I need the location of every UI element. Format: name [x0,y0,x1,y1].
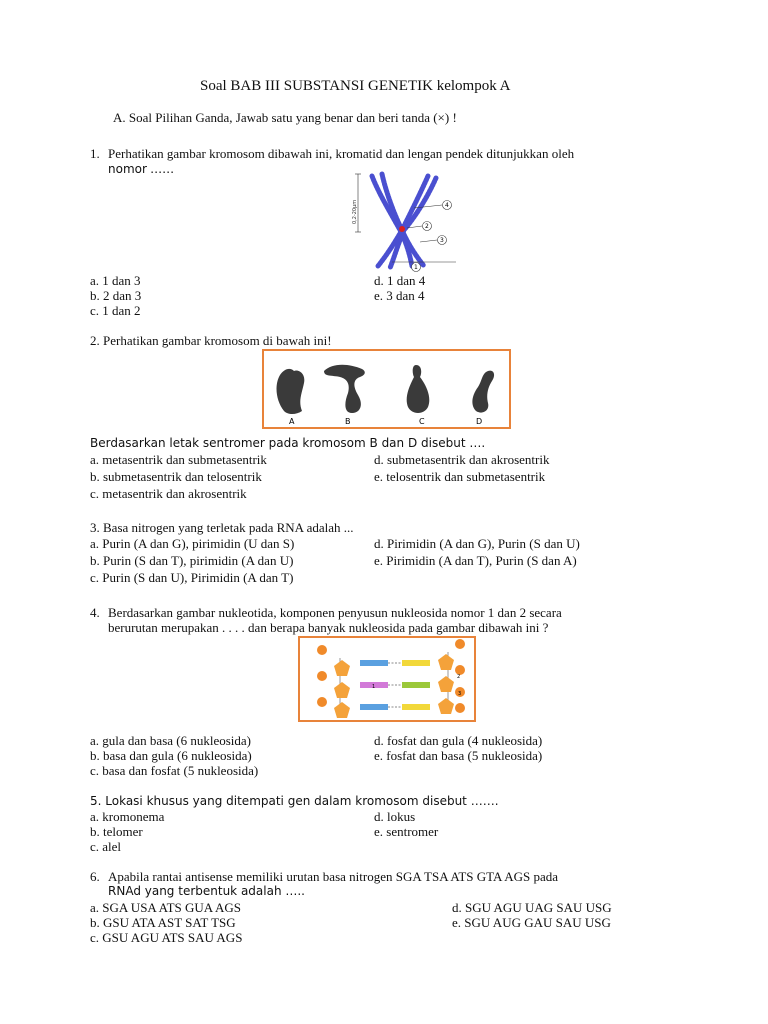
q6-line1: Apabila rantai antisense memiliki urutan basa nitrogen SGA TSA ATS GTA AGS pada [108,869,559,884]
q1-nomor: nomor [108,162,147,176]
q6-option-a: a. SGA USA ATS GUA AGS [90,900,241,915]
q3-option-a: a. Purin (A dan G), pirimidin (U dan S) [90,536,295,551]
q2-option-e: e. telosentrik dan submetasentrik [374,469,546,484]
q2-line2: Berdasarkan letak sentromer pada kromosom B dan D disebut …. [90,436,486,450]
q6-number: 6. [90,869,100,884]
q1-dots: …… [150,162,175,176]
label-4: 4 [445,202,449,209]
q4-option-e: e. fosfat dan basa (5 nukleosida) [374,748,543,763]
q4-line2: berurutan merupakan . . . . dan berapa banyak nukleosida pada gambar dibawah ini ? [108,620,549,635]
q1-line2 [108,161,174,177]
q3-option-e: e. Pirimidin (A dan T), Purin (S dan A) [374,553,577,568]
q6-line2: RNAd yang terbentuk adalah ….. [108,884,305,898]
q3-line1: 3. Basa nitrogen yang terletak pada RNA adalah ... [90,520,354,535]
label-3: 3 [440,237,444,244]
label-b: B [345,417,351,426]
q6-option-d: d. SGU AGU UAG SAU USG [452,900,612,915]
centromere-marker [399,226,405,232]
q1-option-e: e. 3 dan 4 [374,288,425,303]
q3-option-b: b. Purin (S dan T), pirimidin (A dan U) [90,553,294,568]
q6-option-c: c. GSU AGU ATS SAU AGS [90,930,243,945]
label-3: 3 [458,691,462,697]
q5-option-a: a. kromonema [90,809,165,824]
q1-option-a: a. 1 dan 3 [90,273,141,288]
scale-label: 0,2-20μm [352,199,358,224]
q1-option-b: b. 2 dan 3 [90,288,142,303]
label-d: D [476,417,483,426]
q1-option-d: d. 1 dan 4 [374,273,426,288]
label-c: C [419,417,425,426]
section-heading: A. Soal Pilihan Ganda, Jawab satu yang benar dan beri tanda (×) ! [113,110,457,125]
q4-option-d: d. fosfat dan gula (4 nukleosida) [374,733,543,748]
q4-option-c: c. basa dan fosfat (5 nukleosida) [90,763,259,778]
q2-option-d: d. submetasentrik dan akrosentrik [374,452,550,467]
label-a: A [289,417,295,426]
q5-option-b: b. telomer [90,824,143,839]
q2-option-b: b. submetasentrik dan telosentrik [90,469,262,484]
chromosome-figure [352,172,462,272]
q3-option-c: c. Purin (S dan U), Pirimidin (A dan T) [90,570,294,585]
q2-option-c: c. metasentrik dan akrosentrik [90,486,247,501]
q1-number: 1. [90,146,100,161]
label-1: 1 [372,684,376,690]
q5-option-d: d. lokus [374,809,416,824]
q5-line1: 5. Lokasi khusus yang ditempati gen dalam kromosom disebut ……. [90,794,499,808]
q2-line1: 2. Perhatikan gambar kromosom di bawah ini! [90,333,332,348]
q6-option-e: e. SGU AUG GAU SAU USG [452,915,611,930]
q1-line1: Perhatikan gambar kromosom dibawah ini, kromatid dan lengan pendek ditunjukkan oleh [108,146,575,161]
q1-option-c: c. 1 dan 2 [90,303,141,318]
nucleotide-figure [298,636,476,722]
q4-line1: Berdasarkan gambar nukleotida, komponen penyusun nukleosida nomor 1 dan 2 secara [108,605,562,620]
page-title: Soal BAB III SUBSTANSI GENETIK kelompok A [200,78,511,94]
q4-option-a: a. gula dan basa (6 nukleosida) [90,733,252,748]
q4-option-b: b. basa dan gula (6 nukleosida) [90,748,252,763]
q5-option-c: c. alel [90,839,122,854]
label-2: 2 [425,223,429,230]
q4-number: 4. [90,605,100,620]
label-2: 2 [457,674,461,680]
q6-option-b: b. GSU ATA AST SAT TSG [90,915,236,930]
chromosome-image [372,174,436,268]
q5-option-e: e. sentromer [374,824,439,839]
label-1: 1 [414,264,418,271]
q2-option-a: a. metasentrik dan submetasentrik [90,452,267,467]
q3-option-d: d. Pirimidin (A dan G), Purin (S dan U) [374,536,580,551]
chromosome-shapes-figure [262,349,511,429]
